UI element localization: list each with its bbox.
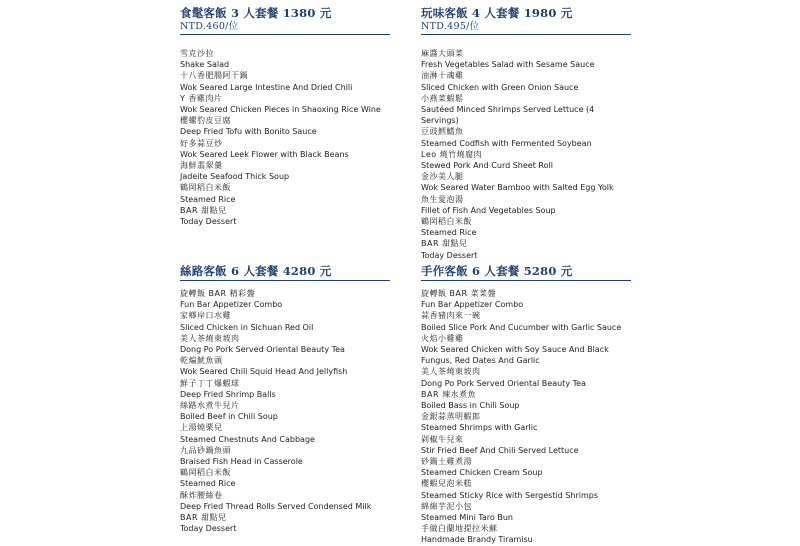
dish-line: 手做白蘭地提拉米蘇 [421, 524, 498, 534]
dish-line: 櫻螺豹皮豆腐 [180, 116, 231, 126]
title-divider [180, 34, 390, 35]
dish-line: Steamed Chestnuts And Cabbage [180, 434, 315, 444]
dish-line: Wok Seared Water Bamboo with Salted Egg Yolk [421, 183, 614, 193]
dish-line: Wok Seared Large Intestine And Dried Chili [180, 82, 353, 92]
dish-line: BAR 甜點兒 [421, 239, 468, 249]
dish-line: Wok Seared Chicken Pieces in Shaoxing Rice Wine [180, 105, 381, 115]
dish-list [180, 288, 390, 534]
dish-line: 十八香肥腸阿干鍋 [180, 71, 248, 81]
dish-line: 家鄉岸口水雞 [180, 311, 231, 321]
dish-line: Deep Fried Tofu with Bonito Sauce [180, 127, 317, 137]
title-divider [421, 280, 631, 281]
dish-line: 金沙美人腿 [421, 172, 464, 182]
dish-line: Wok Seared Leek Flower with Black Beans [180, 149, 349, 159]
dish-line: 酥炸腰絲卷 [180, 490, 223, 500]
dish-line: Y 香雞肉片 [180, 93, 223, 103]
dish-line: Steamed Codfish with Fermented Soybean [421, 138, 592, 148]
dish-line: Deep Fried Thread Rolls Served Condensed Milk [180, 501, 372, 511]
menu-price-per-person: NTD.460/位 [180, 21, 239, 32]
dish-line: Dong Po Pork Served Oriental Beauty Tea [421, 378, 586, 388]
menu-set-6-person-handmade [421, 264, 631, 546]
menu-title: 絲路客飯 6 人套餐 4280 元 [180, 264, 332, 278]
dish-line: 油淋十魂雞 [421, 71, 464, 81]
dish-line: 豆豉鱈鰭魚 [421, 127, 464, 137]
dish-line: Boiled Slice Pork And Cucumber with Garlic Sauce [421, 322, 622, 332]
dish-line: 絲路水煮牛兒片 [180, 401, 240, 411]
dish-line: 鶴岡稻白米飯 [421, 217, 472, 227]
dish-line: Today Dessert [180, 524, 237, 534]
dish-line: 九品砂鍋魚頭 [180, 445, 231, 455]
dish-line: Braised Fish Head in Casserole [180, 457, 303, 467]
menu-title: 玩味客飯 4 人套餐 1980 元 [421, 6, 573, 20]
dish-line: 雪克沙拉 [180, 49, 214, 58]
dish-line: Jadeite Seafood Thick Soup [180, 172, 290, 182]
dish-line: Fresh Vegetables Salad with Sesame Sauce [421, 60, 595, 70]
dish-line: 砂鍋土雞煮湯 [421, 457, 472, 467]
dish-line: Fun Bar Appetizer Combo [180, 300, 283, 310]
menu-set-4-person [421, 6, 631, 261]
menu-title: 食髦客飯 3 人套餐 1380 元 [180, 6, 332, 20]
menu-title: 手作客飯 6 人套餐 5280 元 [421, 264, 573, 278]
menu-set-3-person [180, 6, 390, 227]
dish-line: Fillet of Fish And Vegetables Soup [421, 205, 556, 215]
dish-line: Wok Seared Chicken with Soy Sauce And Black Fungus, Red Dates And Garlic [421, 345, 609, 366]
dish-line: Boiled Beef in Chili Soup [180, 412, 278, 422]
dish-line: Steamed Sticky Rice with Sergestid Shrimps [421, 490, 598, 500]
dish-line: Dong Po Pork Served Oriental Beauty Tea [180, 345, 345, 355]
dish-line: Leo 燒竹燒腐肉 [421, 149, 483, 159]
dish-line: Shake Salad [180, 60, 230, 70]
dish-list [421, 48, 631, 261]
dish-line: Stir Fried Beef And Chili Served Lettuce [421, 445, 579, 455]
dish-line: 乾煸魷魚頭 [180, 356, 223, 366]
dish-line: 鶴岡稻白米飯 [180, 468, 231, 478]
title-divider [180, 280, 390, 281]
dish-line: Wok Seared Chili Squid Head And Jellyfish [180, 367, 348, 377]
dish-line: Today Dessert [180, 217, 237, 227]
dish-line: 旋轉飯 BAR 菜菜盤 [421, 289, 497, 298]
dish-line: 海鮮翡翠羹 [180, 161, 223, 171]
dish-line: Deep Fried Shrimp Balls [180, 389, 276, 399]
dish-line: Steamed Chicken Cream Soup [421, 468, 543, 478]
menu-price-per-person: NTD.495/位 [421, 21, 480, 32]
dish-line: Steamed Rice [180, 479, 236, 489]
dish-line: Steamed Mini Taro Bun [421, 513, 513, 523]
dish-line: Today Dessert [421, 250, 478, 260]
dish-line: Sliced Chicken in Sichuan Red Oil [180, 322, 314, 332]
dish-list [180, 48, 390, 227]
dish-line: 上湯燒栗兒 [180, 423, 223, 433]
dish-line: 美人茶燒東坡肉 [180, 333, 240, 343]
dish-line: 美人茶燒東坡肉 [421, 367, 481, 377]
dish-line: Boiled Bass in Chili Soup [421, 401, 520, 411]
dish-line: 魚生愛泡湯 [421, 194, 464, 204]
dish-line: Sliced Chicken with Green Onion Sauce [421, 82, 579, 92]
dish-line: 蒜香豬肉來一碗 [421, 311, 481, 321]
title-divider [421, 34, 631, 35]
dish-line: BAR 甜點兒 [180, 205, 227, 215]
dish-line: 旋轉飯 BAR 精彩盤 [180, 289, 256, 298]
dish-list [421, 288, 631, 546]
dish-line: 麻醬大頭菜 [421, 49, 464, 58]
menu-set-6-person-silk-road [180, 264, 390, 534]
dish-line: 火焰小雞雞 [421, 333, 464, 343]
dish-line: 剁椒牛兒來 [421, 434, 464, 444]
dish-line: BAR 甜點兒 [180, 513, 227, 523]
dish-line: 金銀蒜蒸明蝦郎 [421, 412, 481, 422]
dish-line: Sautéed Minced Shrimps Served Lettuce (4 Servings) [421, 105, 595, 126]
dish-line: 櫻蝦兒泡米糕 [421, 479, 472, 489]
dish-line: 好多蒜豆炒 [180, 138, 223, 148]
dish-line: BAR 辣水煮魚 [421, 389, 477, 399]
dish-line: Handmade Brandy Tiramisu [421, 535, 533, 545]
dish-line: 小燕菜蝦鬆 [421, 93, 464, 103]
dish-line: Fun Bar Appetizer Combo [421, 300, 524, 310]
dish-line: 鶴岡稻白米飯 [180, 183, 231, 193]
dish-line: Steamed Shrimps with Garlic [421, 423, 538, 433]
dish-line: Steamed Rice [421, 228, 477, 238]
dish-line: 鮮子丁丁爆蝦球 [180, 378, 240, 388]
dish-line: Stewed Pork And Curd Sheet Roll [421, 161, 553, 171]
dish-line: 綿綿芋泥小包 [421, 501, 472, 511]
dish-line: Steamed Rice [180, 194, 236, 204]
